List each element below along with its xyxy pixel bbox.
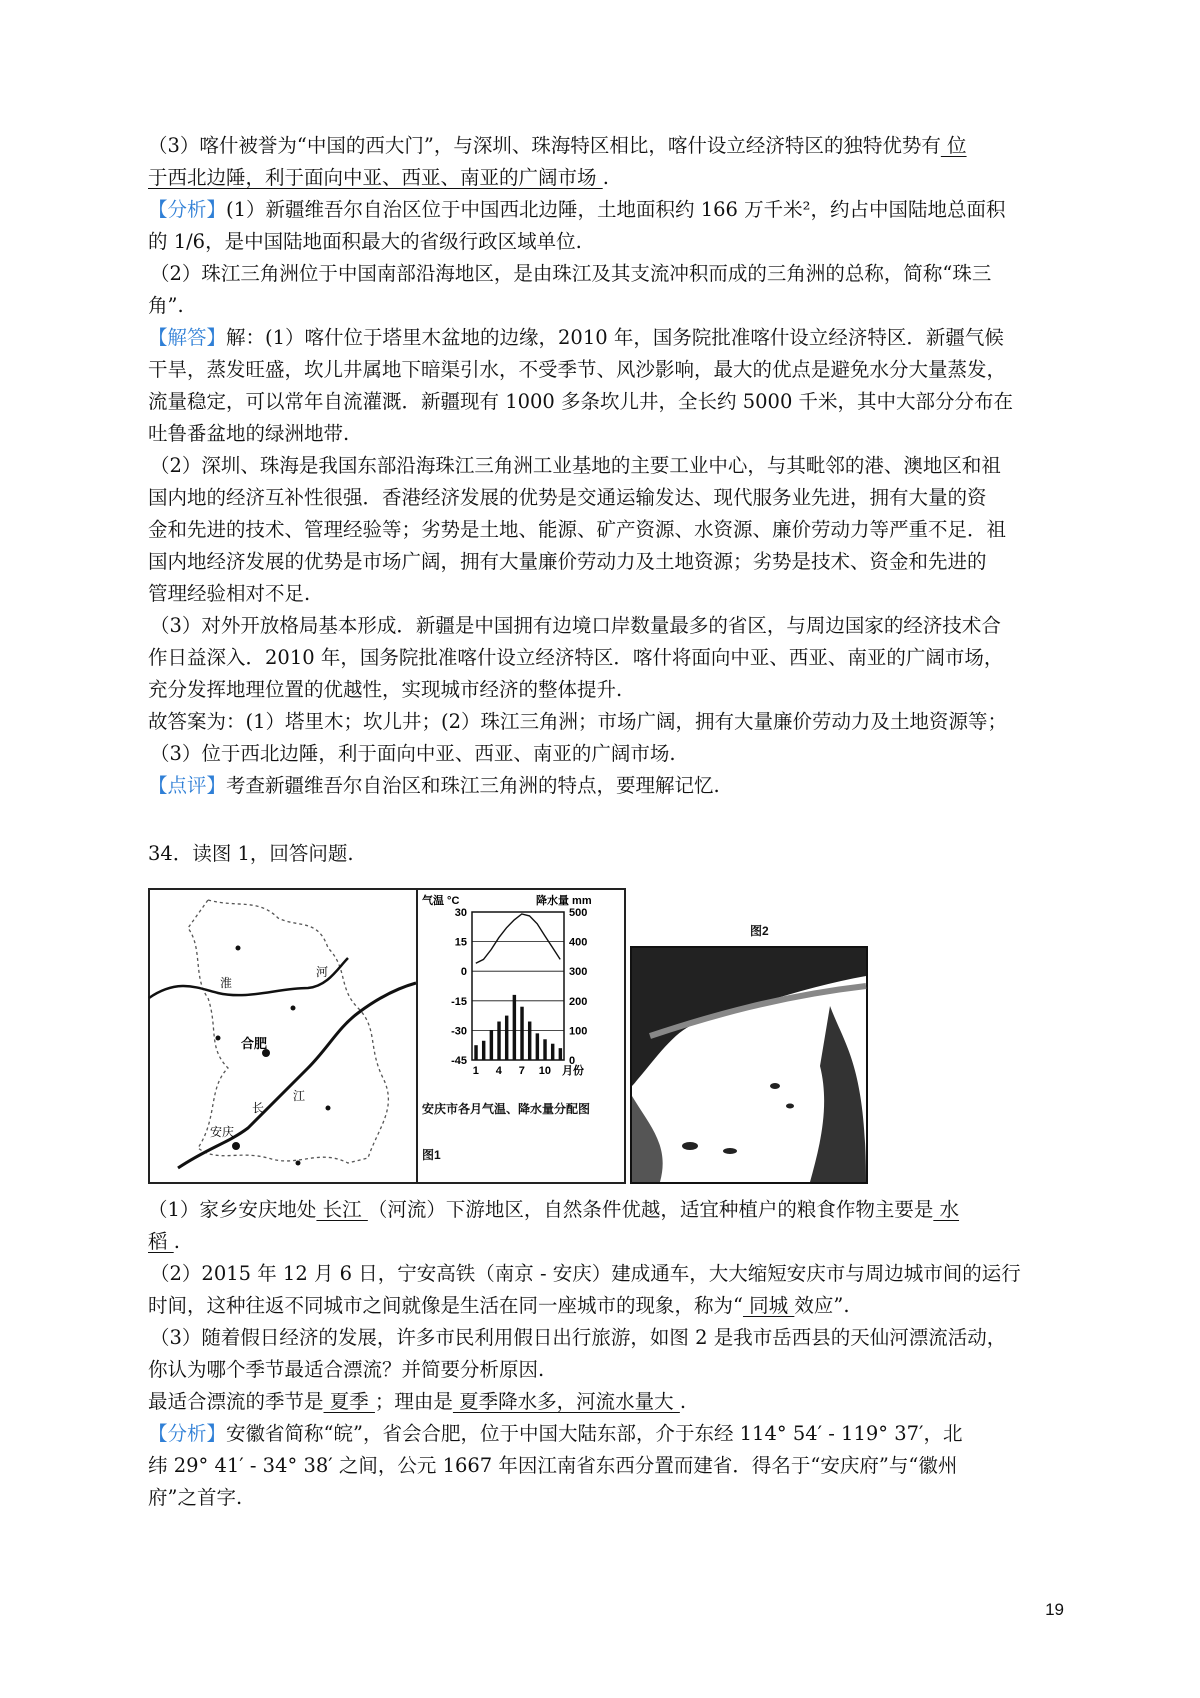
answer-tag: 【解答】 [148, 326, 227, 349]
precip-tick-label: 500 [569, 907, 588, 919]
temp-tick-label: 30 [454, 907, 467, 919]
answer-line5: （2）深圳、珠海是我国东部沿海珠江三角洲工业基地的主要工业中心，与其毗邻的港、澳地区和祖 [150, 454, 1001, 477]
answer-line13: 故答案为：(1）塔里木；坎儿井；(2）珠江三角洲；市场广阔，拥有大量廉价劳动力及土地资源等； [148, 710, 1008, 733]
answer-line3: 流量稳定，可以常年自流灌溉．新疆现有 1000 多条坎儿井，全长约 5000 千米，其中大部分分布在 [148, 390, 1014, 413]
answer-blank: 夏季 [323, 1390, 375, 1413]
answer-blank: 稻 [148, 1230, 174, 1253]
month-axis-label: 月份 [562, 1065, 584, 1077]
precip-bar [505, 1016, 508, 1060]
precip-bar [543, 1039, 546, 1060]
temp-axis-label: 气温 °C [422, 895, 460, 907]
temp-tick-label: -45 [451, 1055, 467, 1067]
month-tick-label: 7 [518, 1065, 525, 1077]
temp-tick-label: 15 [454, 936, 467, 949]
temperature-line [476, 914, 560, 963]
answer-line8: 国内地经济发展的优势是市场广阔，拥有大量廉价劳动力及土地资源；劣势是技术、资金和先进的 [148, 550, 987, 573]
anqing-marker [232, 1142, 240, 1150]
comment-tag: 【点评】 [148, 774, 227, 797]
answer-line4: 吐鲁番盆地的绿洲地带. [148, 422, 350, 445]
precip-bar [520, 1007, 523, 1060]
map-label-he: 河 [316, 965, 329, 979]
answer-line1 [148, 322, 1068, 354]
q34-stem: 34．读图 1，回答问题. [148, 842, 354, 865]
q34-part1-line1 [148, 1194, 1068, 1226]
month-tick-label: 10 [538, 1065, 551, 1077]
precip-bar [551, 1044, 554, 1060]
map-label-jiang: 江 [293, 1089, 306, 1103]
month-tick-label: 1 [472, 1065, 479, 1077]
precip-tick-label: 200 [569, 995, 588, 1008]
precip-bar [490, 1030, 493, 1060]
city-dot [216, 1036, 221, 1041]
anhui-map-figure [148, 888, 418, 1184]
answer-blank: 长江 [316, 1198, 368, 1221]
q34-part3-line1: （3）随着假日经济的发展，许多市民利用假日出行旅游，如图 2 是我市岳西县的天仙河漂流活动， [150, 1326, 1007, 1349]
precip-bar [497, 1022, 500, 1060]
page-number: 19 [1045, 1600, 1064, 1619]
analysis-line2: 的 1/6，是中国陆地面积最大的省级行政区域单位. [148, 230, 582, 253]
answer-line6: 国内地的经济互补性很强．香港经济发展的优势是交通运输发达、现代服务业先进，拥有大量的资 [148, 486, 987, 509]
q34-part2-line2 [148, 1290, 1068, 1322]
answer-line11: 作日益深入．2010 年，国务院批准喀什设立经济特区．喀什将面向中亚、西亚、南亚的广阔市场， [148, 646, 1004, 669]
question-text: （河流）下游地区，自然条件优越，适宜种植户的粮食作物主要是 [367, 1198, 934, 1221]
month-tick-label: 4 [495, 1065, 502, 1077]
answer-line10: （3）对外开放格局基本形成．新疆是中国拥有边境口岸数量最多的省区，与周边国家的经济技术合 [150, 614, 1001, 637]
answer-blank: 同城 [742, 1294, 795, 1317]
precip-bar [513, 995, 516, 1060]
map-label-huai: 淮 [220, 976, 233, 990]
answer-text: 解：(1）喀什位于塔里木盆地的边缘，2010 年，国务院批准喀什设立经济特区．新疆气候 [226, 326, 1004, 349]
analysis-line3: （2）珠江三角洲位于中国南部沿海地区，是由珠江及其支流冲积而成的三角洲的总称，简称“珠三 [150, 262, 992, 285]
chart-caption: 安庆市各月气温、降水量分配图 [422, 1102, 591, 1116]
answer-blank: 位 [940, 134, 967, 157]
figure1-label: 图1 [422, 1148, 441, 1162]
precip-tick-label: 400 [569, 936, 588, 949]
analysis-tag: 【分析】 [148, 198, 227, 221]
map-label-anqing: 安庆 [210, 1125, 235, 1139]
analysis-text: 安徽省简称“皖”，省会合肥，位于中国大陆东部，介于东经 114° 54′ - 119° 37′，北 [226, 1422, 963, 1445]
plot-frame [472, 912, 564, 1060]
q34-part1-line2 [148, 1226, 1068, 1258]
map-frame [149, 889, 417, 1183]
analysis34-line2: 纬 29° 41′ - 34° 38′ 之间，公元 1667 年因江南省东西分置而建省．得名于“安庆府”与“徽州 [148, 1454, 958, 1477]
analysis34-line3: 府”之首字. [148, 1486, 243, 1509]
question-text: . [679, 1390, 687, 1413]
precip-tick-label: 100 [569, 1025, 588, 1038]
precip-tick-label: 300 [569, 966, 588, 979]
precip-bar [528, 1022, 531, 1060]
question-text: 效应”. [794, 1294, 850, 1317]
precip-axis-label: 降水量 mm [536, 895, 592, 907]
precip-tick-label: 0 [569, 1055, 576, 1067]
comment-line [148, 770, 1068, 802]
question-text: 最适合漂流的季节是 [148, 1390, 324, 1413]
comment-text: 考查新疆维吾尔自治区和珠江三角洲的特点，要理解记忆. [226, 774, 720, 797]
q33-part3-line2 [148, 162, 1068, 194]
city-dot [236, 946, 241, 951]
city-dot [296, 1161, 301, 1166]
figure2-label: 图2 [750, 924, 769, 938]
precip-bar [482, 1041, 485, 1060]
analysis-tag: 【分析】 [148, 1422, 227, 1445]
rafting-figure [630, 920, 868, 1184]
question-text: （1）家乡安庆地处 [148, 1198, 317, 1221]
analysis-line4: 角”. [148, 294, 184, 317]
map-label-chang: 长 [252, 1101, 265, 1115]
map-label-hefei: 合肥 [241, 1036, 268, 1051]
answer-line9: 管理经验相对不足. [148, 582, 311, 605]
answer-line7: 金和先进的技术、管理经验等；劣势是土地、能源、矿产资源、水资源、廉价劳动力等严重不足．祖 [148, 518, 1007, 541]
question-text: . [173, 1230, 180, 1253]
answer-line14: （3）位于西北边陲，利于面向中亚、西亚、南亚的广阔市场. [150, 742, 676, 765]
temp-tick-label: -30 [451, 1025, 467, 1038]
precip-bar [536, 1033, 539, 1060]
climate-chart-panel [418, 888, 626, 1184]
question-text: . [602, 166, 609, 189]
rafting-photo [630, 946, 868, 1184]
analysis34-line1 [148, 1418, 1068, 1450]
answer-line2: 干旱，蒸发旺盛，坎儿井属地下暗渠引水，不受季节、风沙影响，最大的优点是避免水分大量蒸发， [148, 358, 1007, 381]
answer-blank: 夏季降水多，河流水量大 [452, 1390, 680, 1413]
climate-chart [418, 890, 624, 1090]
analysis-text: (1）新疆维吾尔自治区位于中国西北边陲，土地面积约 166 万千米²，约占中国陆地总面积 [226, 198, 1006, 221]
answer-blank: 于西北边陲，利于面向中亚、西亚、南亚的广阔市场 [148, 166, 603, 189]
precip-bar [559, 1048, 562, 1060]
q33-part3-line1 [148, 130, 1068, 162]
question-text: ；理由是 [374, 1390, 453, 1413]
temp-tick-label: -15 [451, 995, 467, 1008]
q34-part3-line2: 你认为哪个季节最适合漂流？并简要分析原因. [148, 1358, 545, 1381]
answer-blank: 水 [933, 1198, 960, 1221]
answer-line12: 充分发挥地理位置的优越性，实现城市经济的整体提升. [148, 678, 623, 701]
temp-tick-label: 0 [460, 966, 467, 979]
question-text: 时间，这种往返不同城市之间就像是生活在同一座城市的现象，称为“ [148, 1294, 743, 1317]
city-dot [291, 1006, 296, 1011]
q34-part2-line1: （2）2015 年 12 月 6 日，宁安高铁（南京 - 安庆）建成通车，大大缩短安庆市与周边城市间的运行 [150, 1262, 1021, 1285]
precip-bar [474, 1045, 477, 1060]
city-dot [326, 1106, 331, 1111]
analysis-line1 [148, 194, 1068, 226]
question-text: （3）喀什被誉为“中国的西大门”，与深圳、珠海特区相比，喀什设立经济特区的独特优势有 [148, 134, 941, 157]
q34-part3-answer [148, 1386, 1068, 1418]
